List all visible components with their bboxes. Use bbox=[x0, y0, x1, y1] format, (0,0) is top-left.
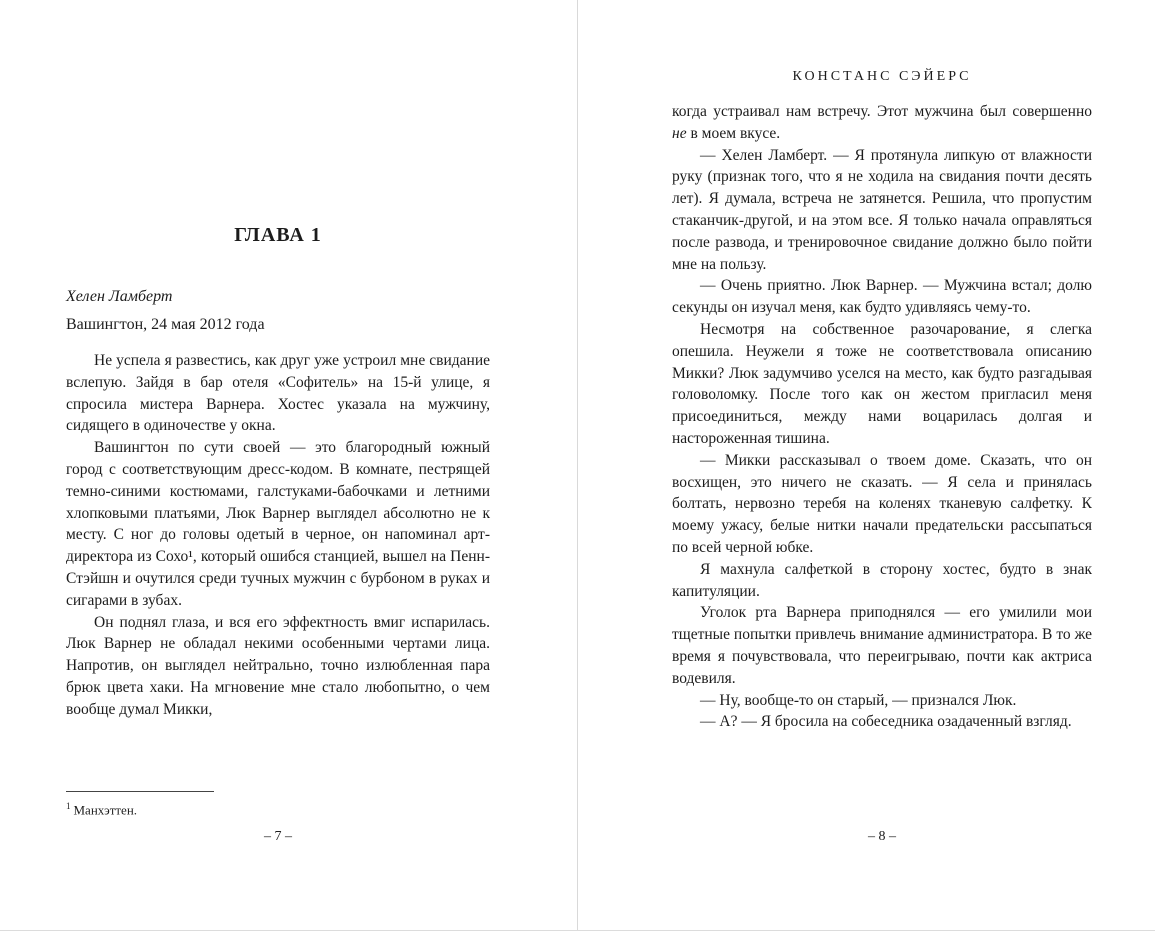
paragraph: Вашингтон по сути своей — это благородный южный город с соответствующим дресс-кодом. В комнате, пестрящей темно-синими костюмами, галстуками-бабочками и летними хлопковыми платьями, Люк Варнер выглядел абсолютно не к месту. С ног до головы одетый в черное, он напоминал арт-директора из Сохо¹, который ошибся станцией, вышел на Пенн-Стэйшн и очутился среди тучных мужчин с бурбоном в руках и сигарами в зубах. bbox=[66, 439, 490, 609]
chapter-byline: Хелен Ламберт bbox=[66, 288, 173, 305]
page-number-right: – 8 – bbox=[868, 829, 896, 844]
paragraph: — Хелен Ламберт. — Я протянула липкую от влажности руку (признак того, что я не ходила на свидания почти десять лет). Я думала, встреча не затянется. Решила, что пропустим стаканчик-другой, и на этом все. Я только начала оправляться после развода, и тренировочное свидание должно было пойти мне на пользу. bbox=[672, 146, 1092, 273]
footnote bbox=[66, 798, 490, 818]
chapter-dateline: Вашингтон, 24 мая 2012 года bbox=[66, 316, 265, 333]
footnote-marker: 1 bbox=[66, 801, 71, 811]
paragraph: — Очень приятно. Люк Варнер. — Мужчина встал; долю секунды он изучал меня, как будто удивляясь чему-то. bbox=[672, 277, 1092, 317]
page-gutter-divider bbox=[577, 0, 578, 930]
running-header-author: КОНСТАНС СЭЙЕРС bbox=[792, 69, 972, 84]
paragraph: — А? — Я бросила на собеседника озадаченный взгляд. bbox=[700, 713, 1072, 731]
continuation-text-post: в моем вкусе. bbox=[686, 124, 781, 142]
left-page-body bbox=[66, 350, 490, 721]
paragraph: Я махнула салфеткой в сторону хостес, будто в знак капитуляции. bbox=[672, 560, 1092, 600]
paragraph-continuation bbox=[672, 101, 1092, 145]
right-page bbox=[672, 0, 1092, 934]
page-number-left: – 7 – bbox=[264, 829, 292, 844]
footnote-rule bbox=[66, 791, 214, 792]
paragraph: Уголок рта Варнера приподнялся — его умилили мои тщетные попытки привлечь внимание администратора. В то же время я почувствовала, что переигрываю, почти как актриса водевиля. bbox=[672, 604, 1092, 687]
left-page bbox=[66, 0, 490, 934]
paragraph: Он поднял глаза, и вся его эффектность вмиг испарилась. Люк Варнер не обладал некими особенными чертами лица. Напротив, он выглядел нейтрально, точно излюбленная пара брюк цвета хаки. На мгновение мне стало любопытно, о чем вообще думал Микки, bbox=[66, 613, 490, 718]
paragraph: — Микки рассказывал о твоем доме. Сказать, что он восхищен, это ничего не сказать. — Я села и принялась болтать, нервозно теребя на коленях тканевую салфетку. К моему ужасу, белые нитки начали предательски рассыпаться по всей черной юбке. bbox=[672, 451, 1092, 556]
continuation-text-pre: когда устраивал нам встречу. Этот мужчина был совершенно bbox=[672, 103, 1092, 120]
footnote-text: Манхэттен. bbox=[73, 802, 138, 818]
paragraph: Не успела я развестись, как друг уже устроил мне свидание вслепую. Зайдя в бар отеля «Софитель» на 15-й улице, я спросила мистера Варнера. Хостес указала на мужчину, сидящего в одиночестве у окна. bbox=[66, 352, 490, 435]
paragraph: Несмотря на собственное разочарование, я слегка опешила. Неужели я тоже не соответствовала описанию Микки? Люк задумчиво уселся на место, как будто разгадывая головоломку. После того как он жестом пригласил меня присоединиться, между нами воцарилась долгая и настороженная тишина. bbox=[672, 320, 1092, 447]
continuation-text-italic: не bbox=[672, 124, 687, 142]
chapter-title: ГЛАВА 1 bbox=[234, 224, 322, 246]
right-page-body bbox=[672, 101, 1092, 733]
paragraph: — Ну, вообще-то он старый, — признался Люк. bbox=[700, 691, 1017, 709]
